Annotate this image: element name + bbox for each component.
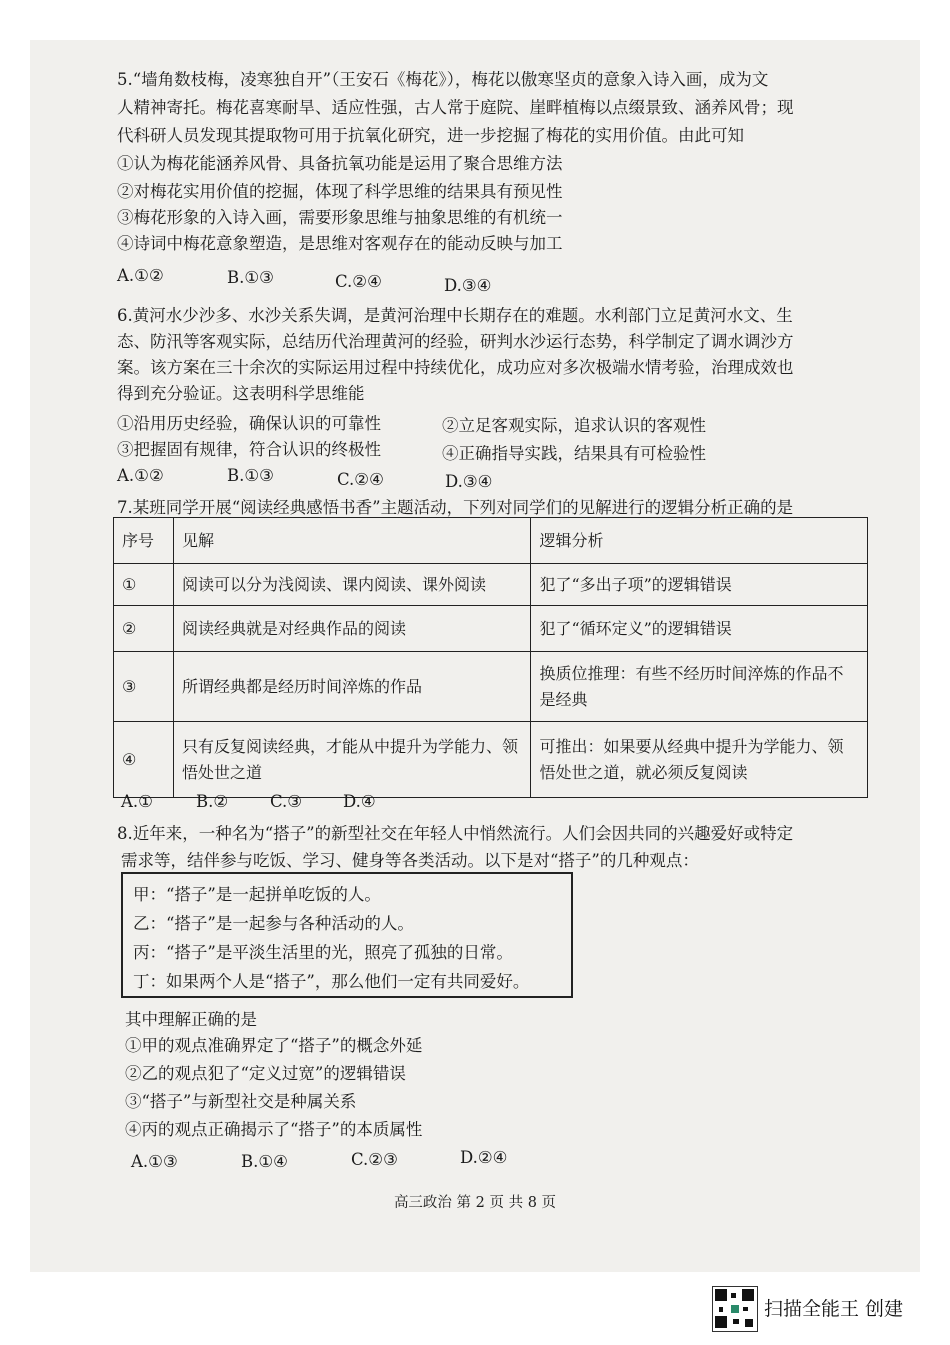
q6-line-2: 态、防汛等客观实际，总结历代治理黄河的经验，研判水沙运行态势，科学制定了调水调沙方 <box>117 332 794 351</box>
q5-option-c: C.②④ <box>335 272 382 291</box>
row-analysis: 可推出：如果要从经典中提升为学能力、领悟处世之道，就必须反复阅读 <box>531 722 868 798</box>
q8-line-2: 需求等，结伴参与吃饭、学习、健身等各类活动。以下是对“搭子”的几种观点： <box>121 851 699 870</box>
q8-line-1: 8.近年来，一种名为“搭子”的新型社交在年轻人中悄然流行。人们会因共同的兴趣爱好或特定 <box>117 824 794 843</box>
q5-item-4: ④诗词中梅花意象塑造，是思维对客观存在的能动反映与加工 <box>117 234 563 253</box>
header-number: 序号 <box>114 518 174 564</box>
q6-line-1: 6.黄河水少沙多、水沙关系失调，是黄河治理中长期存在的难题。水利部门立足黄河水文、生 <box>117 306 793 325</box>
q7-option-b: B.② <box>196 792 229 811</box>
q8-item-3: ③“搭子”与新型社交是种属关系 <box>125 1092 357 1111</box>
q8-option-a: A.①③ <box>131 1152 178 1171</box>
qr-code-icon <box>712 1286 758 1332</box>
q5-option-b: B.①③ <box>227 268 274 287</box>
opinion-bing: 丙：“搭子”是平淡生活里的光，照亮了孤独的日常。 <box>133 943 513 962</box>
header-view: 见解 <box>173 518 530 564</box>
row-view: 阅读可以分为浅阅读、课内阅读、课外阅读 <box>173 564 530 606</box>
table-row <box>114 606 868 652</box>
q5-item-2: ②对梅花实用价值的挖掘，体现了科学思维的结果具有预见性 <box>117 182 563 201</box>
q6-line-3: 案。该方案在三十余次的实际运用过程中持续优化，成功应对多次极端水情考验，治理成效也 <box>117 358 794 377</box>
opinion-jia: 甲：“搭子”是一起拼单吃饭的人。 <box>133 885 381 904</box>
q8-opinion-box <box>121 872 573 998</box>
q6-option-b: B.①③ <box>227 466 274 485</box>
row-analysis: 犯了“循环定义”的逻辑错误 <box>531 606 868 652</box>
q6-option-c: C.②④ <box>337 470 384 489</box>
row-analysis: 换质位推理：有些不经历时间淬炼的作品不是经典 <box>531 652 868 722</box>
q6-line-4: 得到充分验证。这表明科学思维能 <box>117 384 365 403</box>
row-number: ① <box>114 564 174 606</box>
q8-option-b: B.①④ <box>241 1152 288 1171</box>
page-footer: 高三政治 第 2 页 共 8 页 <box>393 1195 557 1211</box>
q5-line-3: 代科研人员发现其提取物可用于抗氧化研究，进一步挖掘了梅花的实用价值。由此可知 <box>117 126 744 145</box>
row-analysis: 犯了“多出子项”的逻辑错误 <box>531 564 868 606</box>
q8-prompt: 其中理解正确的是 <box>125 1010 257 1029</box>
q6-item-1: ①沿用历史经验，确保认识的可靠性 <box>117 414 381 433</box>
table-row <box>114 652 868 722</box>
q7-stem: 7.某班同学开展“阅读经典感悟书香”主题活动，下列对同学们的见解进行的逻辑分析正确的是 <box>117 498 794 517</box>
q8-item-4: ④丙的观点正确揭示了“搭子”的本质属性 <box>125 1120 423 1139</box>
q8-item-2: ②乙的观点犯了“定义过宽”的逻辑错误 <box>125 1064 406 1083</box>
table-row <box>114 564 868 606</box>
q6-option-d: D.③④ <box>445 472 493 491</box>
table-row <box>114 722 868 798</box>
table-header-row <box>114 518 868 564</box>
q8-option-d: D.②④ <box>460 1148 508 1167</box>
row-view: 所谓经典都是经历时间淬炼的作品 <box>173 652 530 722</box>
q6-item-2: ②立足客观实际，追求认识的客观性 <box>442 416 706 435</box>
q6-item-4: ④正确指导实践，结果具有可检验性 <box>442 444 706 463</box>
row-view: 阅读经典就是对经典作品的阅读 <box>173 606 530 652</box>
opinion-yi: 乙：“搭子”是一起参与各种活动的人。 <box>133 914 414 933</box>
opinion-ding: 丁：如果两个人是“搭子”，那么他们一定有共同爱好。 <box>133 972 530 991</box>
q5-line-1: 5.“墙角数枝梅，凌寒独自开”（王安石《梅花》），梅花以傲寒坚贞的意象入诗入画，成为文 <box>117 70 769 89</box>
q6-item-3: ③把握固有规律，符合认识的终极性 <box>117 440 381 459</box>
q8-item-1: ①甲的观点准确界定了“搭子”的概念外延 <box>125 1036 423 1055</box>
q7-option-c: C.③ <box>270 792 303 811</box>
q5-item-1: ①认为梅花能涵养风骨、具备抗氧功能是运用了聚合思维方法 <box>117 154 563 173</box>
q5-option-d: D.③④ <box>444 276 492 295</box>
row-number: ③ <box>114 652 174 722</box>
q8-option-c: C.②③ <box>351 1150 398 1169</box>
q7-option-a: A.① <box>121 792 153 811</box>
row-number: ② <box>114 606 174 652</box>
q5-item-3: ③梅花形象的入诗入画，需要形象思维与抽象思维的有机统一 <box>117 208 563 227</box>
row-view: 只有反复阅读经典，才能从中提升为学能力、领悟处世之道 <box>173 722 530 798</box>
q7-option-d: D.④ <box>343 792 376 811</box>
scanner-watermark-label: 扫描全能王 创建 <box>764 1298 904 1320</box>
q6-option-a: A.①② <box>117 466 164 485</box>
q5-option-a: A.①② <box>117 266 164 285</box>
q7-table <box>113 517 868 798</box>
header-analysis: 逻辑分析 <box>531 518 868 564</box>
row-number: ④ <box>114 722 174 798</box>
q5-line-2: 人精神寄托。梅花喜寒耐旱、适应性强，古人常于庭院、崖畔植梅以点缀景致、涵养风骨；现 <box>117 98 794 117</box>
